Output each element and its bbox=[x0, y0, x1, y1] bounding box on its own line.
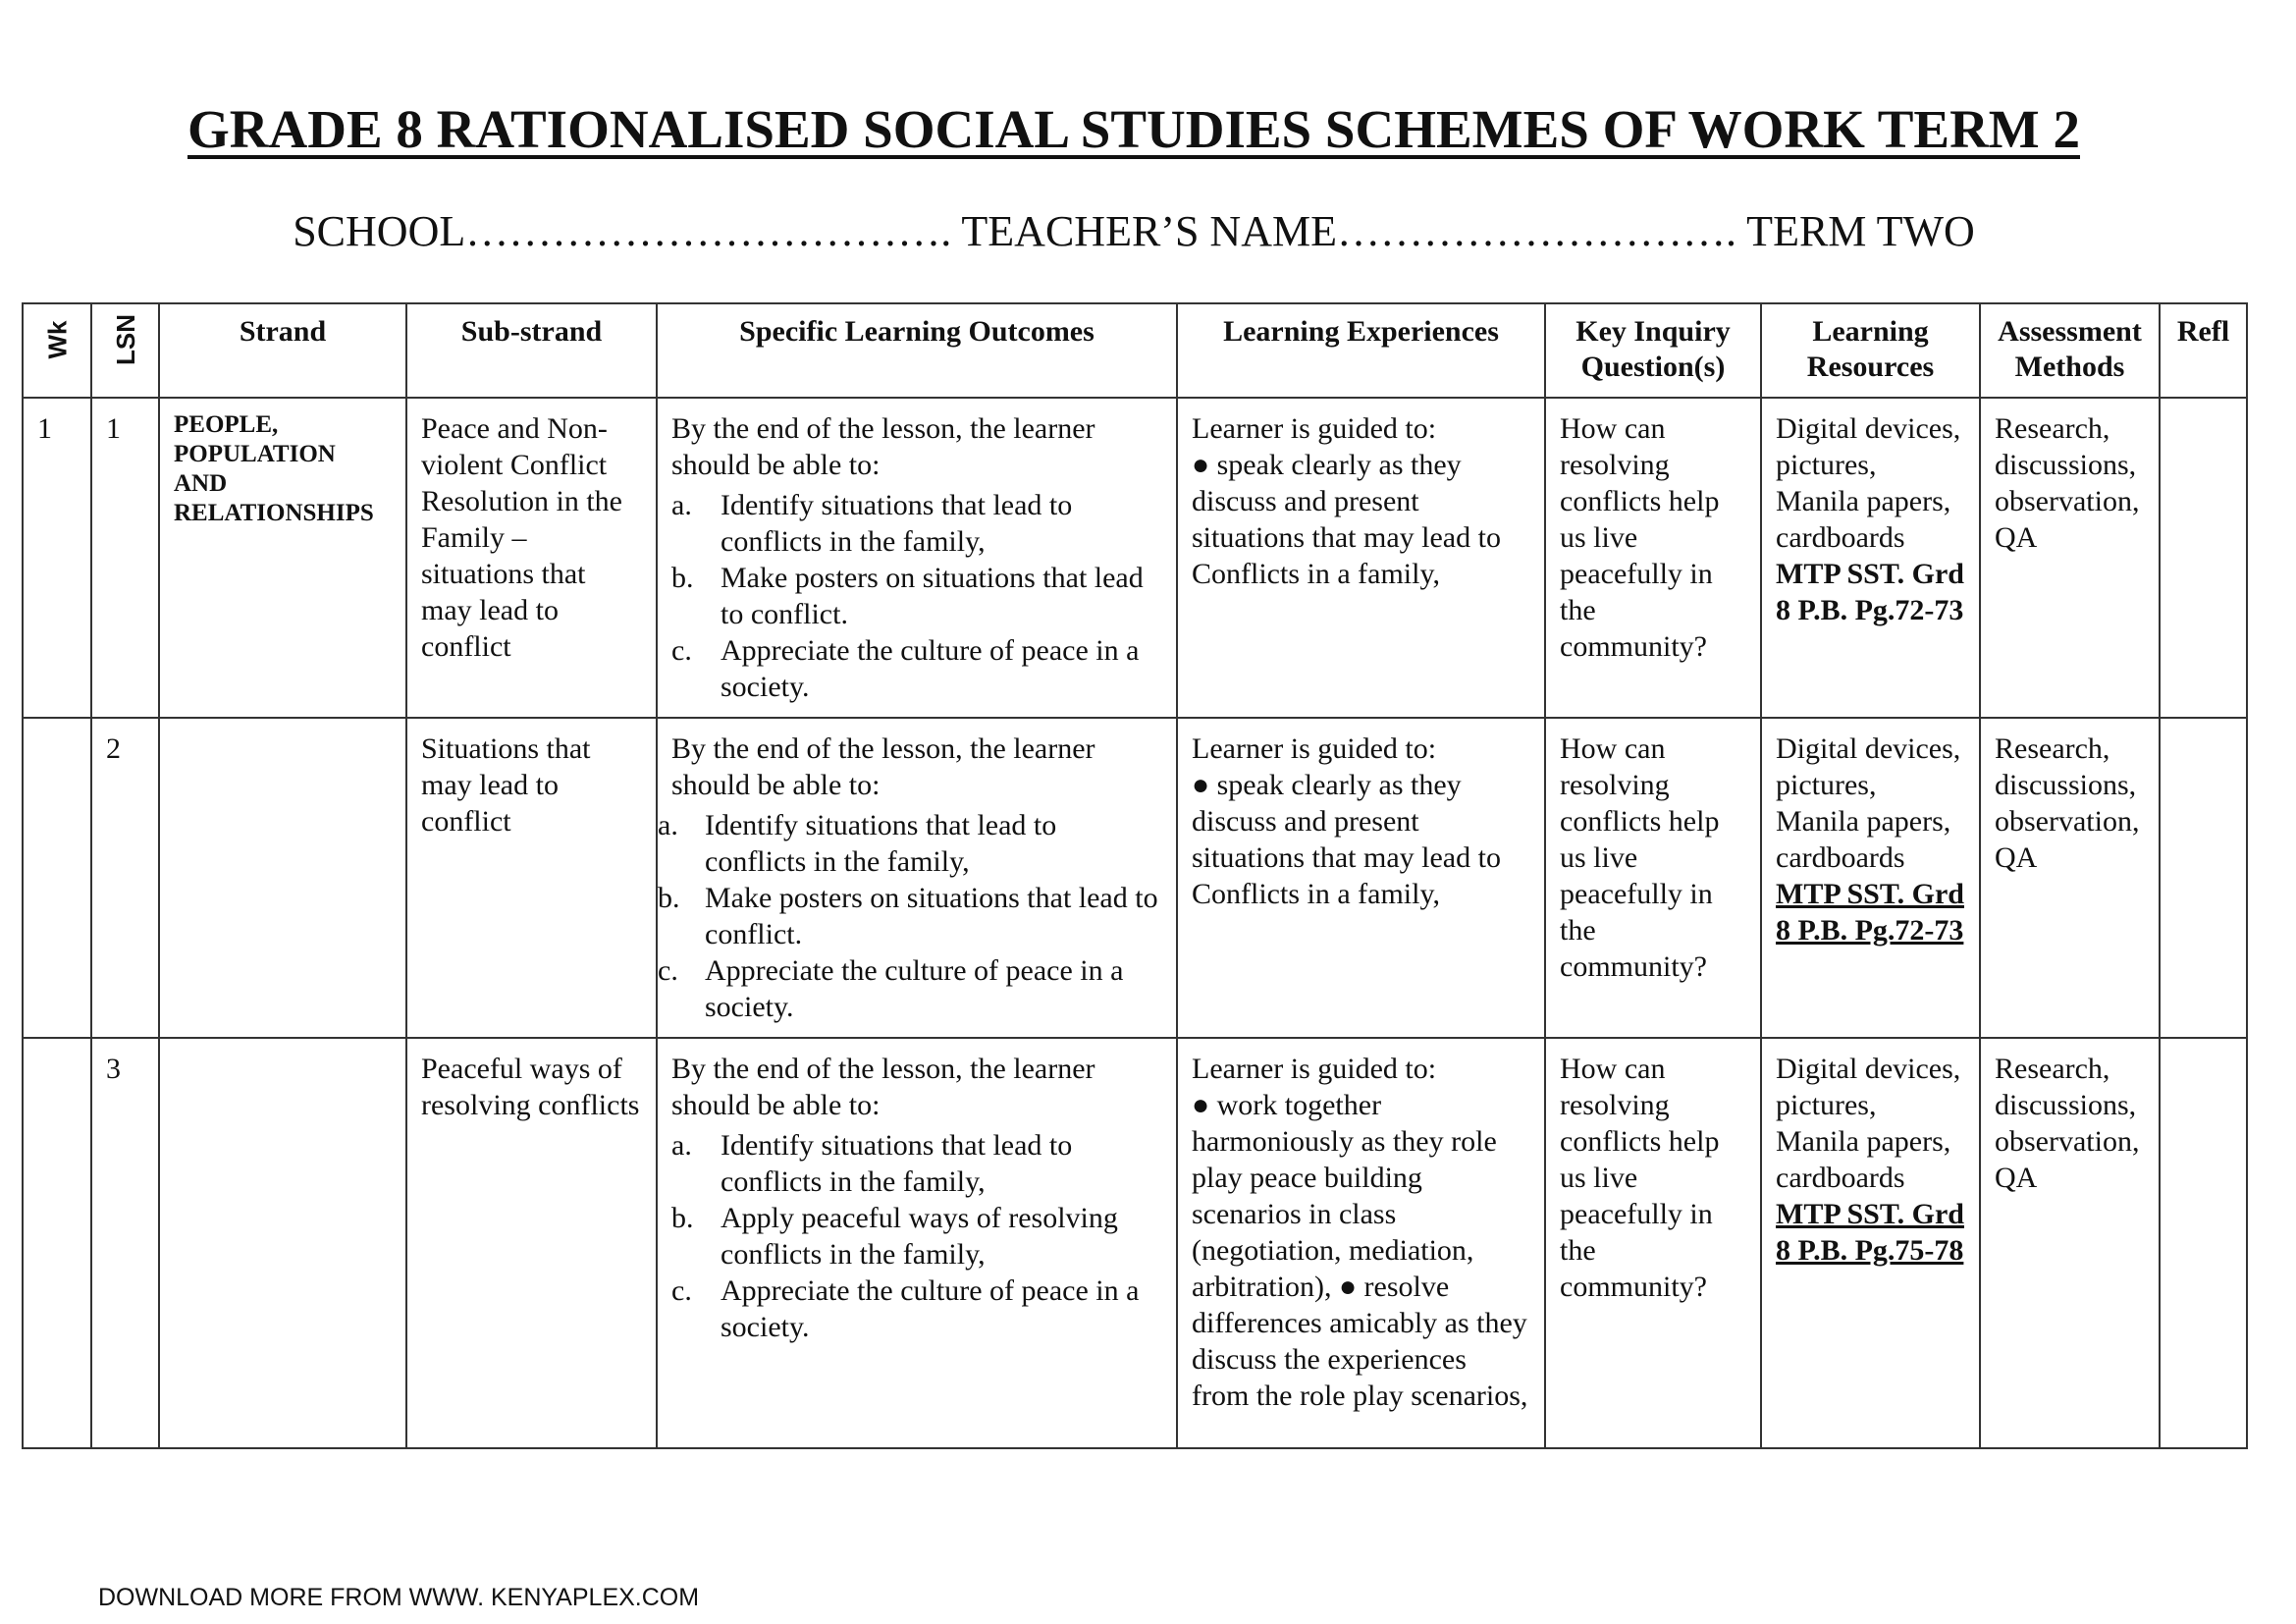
cell-refl bbox=[2160, 718, 2247, 1038]
list-marker: c. bbox=[671, 634, 692, 667]
footer-download-note: DOWNLOAD MORE FROM WWW. KENYAPLEX.COM bbox=[98, 1584, 700, 1611]
list-item bbox=[658, 807, 1162, 880]
list-text: Make posters on situations that lead to conflict. bbox=[721, 562, 1144, 630]
outcomes-intro: By the end of the lesson, the learner should be able to: bbox=[671, 1053, 1095, 1121]
header-assessment: Assessment Methods bbox=[1980, 303, 2160, 398]
cell-experiences bbox=[1177, 1038, 1545, 1448]
experience-intro: Learner is guided to: bbox=[1192, 1053, 1437, 1085]
school-teacher-line: SCHOOL……………………………. TEACHER’S NAME………………………. TERM TWO bbox=[293, 207, 1975, 255]
outcomes-list bbox=[658, 807, 1162, 1025]
cell-lsn: 3 bbox=[91, 1038, 159, 1448]
header-resources: Learning Resources bbox=[1761, 303, 1980, 398]
cell-inquiry: How can resolving conflicts help us live peacefully in the community? bbox=[1545, 718, 1761, 1038]
header-lsn-label: LSN bbox=[110, 314, 140, 365]
cell-strand bbox=[159, 1038, 406, 1448]
cell-substrand: Peace and Non- violent Conflict Resolution in the Family – situations that may lead to conflict bbox=[406, 398, 657, 718]
cell-outcomes bbox=[657, 718, 1177, 1038]
document-title: GRADE 8 RATIONALISED SOCIAL STUDIES SCHEMES OF WORK TERM 2 bbox=[187, 99, 2080, 159]
list-item bbox=[671, 1200, 1162, 1272]
table-row bbox=[23, 718, 2247, 1038]
resources-reference: MTP SST. Grd 8 P.B. Pg.75-78 bbox=[1776, 1198, 1964, 1267]
cell-experiences bbox=[1177, 718, 1545, 1038]
header-experiences: Learning Experiences bbox=[1177, 303, 1545, 398]
resources-text: Digital devices, pictures, Manila papers, cardboards bbox=[1776, 412, 1961, 554]
header-inquiry: Key Inquiry Question(s) bbox=[1545, 303, 1761, 398]
table-row bbox=[23, 1038, 2247, 1448]
cell-outcomes bbox=[657, 398, 1177, 718]
list-marker: a. bbox=[671, 489, 692, 521]
list-text: Identify situations that lead to conflicts in the family, bbox=[705, 809, 1057, 878]
list-item bbox=[671, 560, 1162, 632]
list-text: Apply peaceful ways of resolving conflicts in the family, bbox=[721, 1202, 1118, 1271]
cell-assessment: Research, discussions, observation, QA bbox=[1980, 718, 2160, 1038]
cell-substrand: Peaceful ways of resolving conflicts bbox=[406, 1038, 657, 1448]
resources-reference: MTP SST. Grd 8 P.B. Pg.72-73 bbox=[1776, 878, 1964, 947]
cell-wk bbox=[23, 1038, 91, 1448]
cell-refl bbox=[2160, 1038, 2247, 1448]
outcomes-intro: By the end of the lesson, the learner should be able to: bbox=[671, 412, 1095, 481]
cell-wk bbox=[23, 718, 91, 1038]
cell-wk: 1 bbox=[23, 398, 91, 718]
list-text: Make posters on situations that lead to conflict. bbox=[705, 882, 1158, 950]
cell-substrand: Situations that may lead to conflict bbox=[406, 718, 657, 1038]
list-marker: b. bbox=[658, 882, 680, 914]
header-substrand: Sub-strand bbox=[406, 303, 657, 398]
list-text: Identify situations that lead to conflicts in the family, bbox=[721, 489, 1073, 558]
resources-text: Digital devices, pictures, Manila papers, cardboards bbox=[1776, 732, 1961, 874]
list-text: Appreciate the culture of peace in a society. bbox=[705, 954, 1124, 1023]
schemes-table bbox=[22, 302, 2248, 1449]
outcomes-intro: By the end of the lesson, the learner should be able to: bbox=[671, 732, 1095, 801]
list-item bbox=[658, 952, 1162, 1025]
cell-refl bbox=[2160, 398, 2247, 718]
cell-inquiry: How can resolving conflicts help us live peacefully in the community? bbox=[1545, 1038, 1761, 1448]
experience-text: ● speak clearly as they discuss and present situations that may lead to Conflicts in a family, bbox=[1192, 449, 1501, 590]
header-outcomes: Specific Learning Outcomes bbox=[657, 303, 1177, 398]
list-item bbox=[671, 1272, 1162, 1345]
cell-strand bbox=[159, 398, 406, 718]
table-row bbox=[23, 398, 2247, 718]
cell-lsn: 1 bbox=[91, 398, 159, 718]
cell-inquiry: How can resolving conflicts help us live peacefully in the community? bbox=[1545, 398, 1761, 718]
cell-assessment: Research, discussions, observation, QA bbox=[1980, 1038, 2160, 1448]
header-wk-label: Wk bbox=[42, 320, 72, 359]
list-text: Appreciate the culture of peace in a society. bbox=[721, 634, 1140, 703]
cell-assessment: Research, discussions, observation, QA bbox=[1980, 398, 2160, 718]
list-marker: a. bbox=[671, 1129, 692, 1162]
list-marker: c. bbox=[658, 954, 678, 987]
list-marker: c. bbox=[671, 1274, 692, 1307]
list-item bbox=[671, 632, 1162, 705]
cell-strand bbox=[159, 718, 406, 1038]
experience-intro: Learner is guided to: bbox=[1192, 732, 1437, 765]
experience-text: ● work together harmoniously as they role play peace building scenarios in class (negotiation, mediation, arbitration), ● resolve differences amicably as they discuss the experiences from the role play scenarios, bbox=[1192, 1089, 1528, 1412]
strand-text: PEOPLE, POPULATION AND RELATIONSHIPS bbox=[174, 411, 374, 526]
cell-resources bbox=[1761, 1038, 1980, 1448]
list-item bbox=[671, 1127, 1162, 1200]
header-wk bbox=[23, 303, 91, 398]
list-text: Appreciate the culture of peace in a society. bbox=[721, 1274, 1140, 1343]
experience-text: ● speak clearly as they discuss and present situations that may lead to Conflicts in a family, bbox=[1192, 769, 1501, 910]
list-marker: b. bbox=[671, 562, 694, 594]
outcomes-list bbox=[671, 1127, 1162, 1345]
cell-outcomes bbox=[657, 1038, 1177, 1448]
table-header-row bbox=[23, 303, 2247, 398]
list-text: Identify situations that lead to conflicts in the family, bbox=[721, 1129, 1073, 1198]
list-item bbox=[658, 880, 1162, 952]
header-refl: Refl bbox=[2160, 303, 2247, 398]
list-marker: b. bbox=[671, 1202, 694, 1234]
resources-reference: MTP SST. Grd 8 P.B. Pg.72-73 bbox=[1776, 558, 1964, 626]
outcomes-list bbox=[671, 487, 1162, 705]
header-lsn bbox=[91, 303, 159, 398]
header-strand: Strand bbox=[159, 303, 406, 398]
list-item bbox=[671, 487, 1162, 560]
experience-intro: Learner is guided to: bbox=[1192, 412, 1437, 445]
cell-resources bbox=[1761, 718, 1980, 1038]
cell-lsn: 2 bbox=[91, 718, 159, 1038]
cell-resources bbox=[1761, 398, 1980, 718]
cell-experiences bbox=[1177, 398, 1545, 718]
list-marker: a. bbox=[658, 809, 678, 841]
resources-text: Digital devices, pictures, Manila papers, cardboards bbox=[1776, 1053, 1961, 1194]
